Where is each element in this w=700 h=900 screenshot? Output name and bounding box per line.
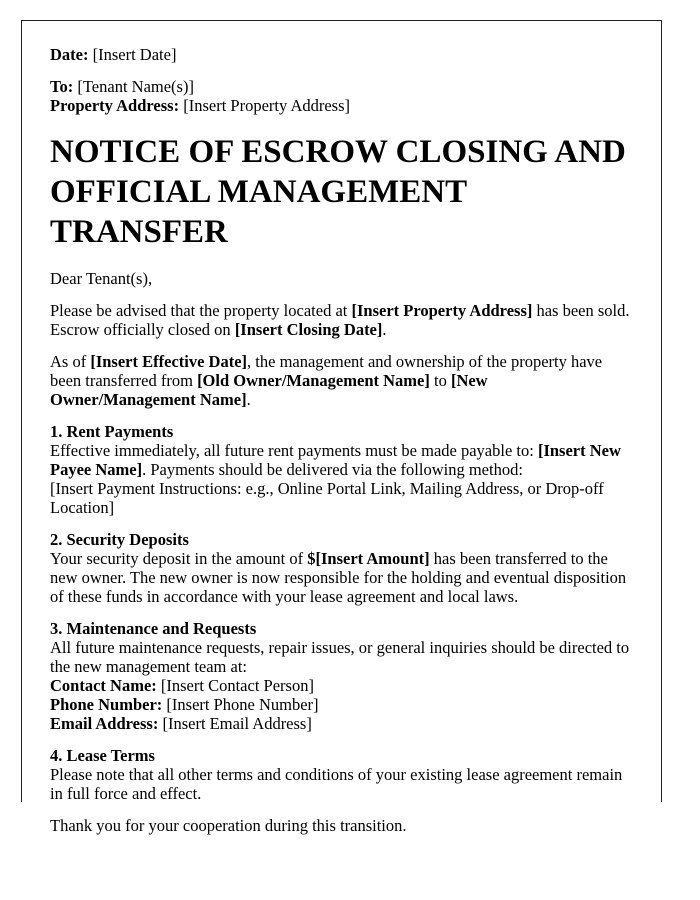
document-page (21, 20, 662, 835)
section-lease-terms: 4. Lease Terms Please note that all other terms and conditions of your existing lease agreement remain in full force and effect. (50, 746, 623, 803)
sold-paragraph: Please be advised that the property located at [Insert Property Address] has been sold. Escrow officially closed on [Insert Closing Date]. (50, 301, 630, 339)
date-line: Date: [Insert Date] (50, 45, 177, 64)
transfer-paragraph: As of [Insert Effective Date], the management and ownership of the property have been transferred from [Old Owner/Management Name] to [New Owner/Management Name]. (50, 352, 603, 409)
document-body (50, 45, 633, 835)
section-rent-payments: 1. Rent Payments Effective immediately, all future rent payments must be made payable to: [Insert New Payee Name]. Payments should be delivered via the following method: [Insert Payment Instructions: e.g., Online Portal Link, Mailing Address, or Drop-off Location] (50, 422, 621, 517)
section-security-deposits: 2. Security Deposits Your security deposit in the amount of $[Insert Amount] has been transferred to the new owner. The new owner is now responsible for the holding and eventual disposition of these funds in accordance with your lease agreement and local laws. (50, 530, 627, 606)
salutation: Dear Tenant(s), (50, 269, 153, 288)
section-maintenance: 3. Maintenance and Requests All future maintenance requests, repair issues, or general inquiries should be directed to the new management team at: Contact Name: [Insert Contact Person] Phone Number: [Insert Phone Number] Email Address: [Insert Email Address] (50, 619, 630, 733)
notice-title: NOTICE OF ESCROW CLOSING AND OFFICIAL MANAGEMENT TRANSFER (50, 134, 626, 250)
closing-line: Thank you for your cooperation during this transition. (50, 816, 407, 835)
recipient-block: To: [Tenant Name(s)] Property Address: [Insert Property Address] (50, 77, 351, 115)
